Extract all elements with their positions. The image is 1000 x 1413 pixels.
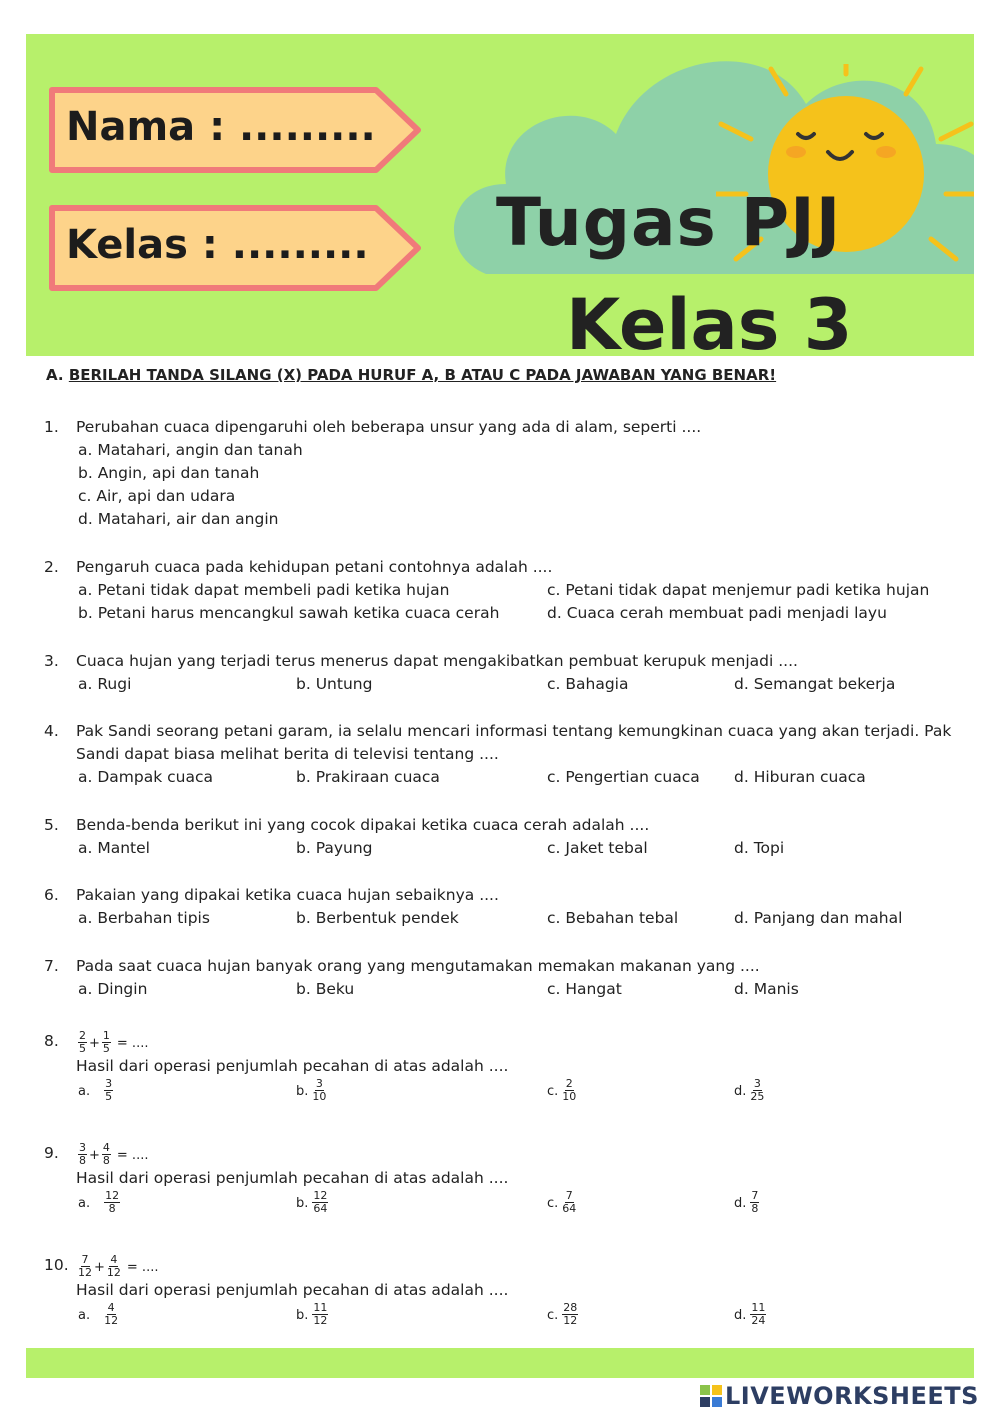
option-a[interactable]: a. Matahari, angin dan tanah xyxy=(78,441,303,459)
header-banner xyxy=(26,34,974,356)
denominator: 24 xyxy=(751,1314,766,1327)
option-c[interactable]: c. Pengertian cuaca xyxy=(547,768,700,786)
fraction xyxy=(78,1030,87,1055)
question-text: Perubahan cuaca dipengaruhi oleh beberapa unsur yang ada di alam, seperti .... xyxy=(76,418,702,436)
name-label: Nama : ......... xyxy=(66,104,376,150)
option-label: d. xyxy=(734,1196,747,1211)
option-a[interactable] xyxy=(78,1190,122,1215)
question-text: Pengaruh cuaca pada kehidupan petani contohnya adalah .... xyxy=(76,558,553,576)
numerator: 12 xyxy=(313,1189,328,1202)
fraction xyxy=(562,1190,576,1215)
question-5 xyxy=(44,814,962,860)
fraction xyxy=(102,1030,111,1055)
section-letter: A. xyxy=(46,366,64,384)
question-1 xyxy=(44,416,962,531)
numerator: 7 xyxy=(81,1253,89,1266)
option-a[interactable]: a. Dingin xyxy=(78,980,148,998)
page-subtitle: Kelas 3 xyxy=(566,284,853,356)
denominator: 64 xyxy=(562,1202,577,1215)
fraction-expression xyxy=(76,1142,148,1167)
question-number: 7. xyxy=(44,957,59,975)
question-8 xyxy=(44,1029,765,1110)
option-c[interactable] xyxy=(547,1302,580,1327)
question-text: Hasil dari operasi penjumlah pecahan di atas adalah .... xyxy=(76,1281,509,1299)
question-3 xyxy=(44,650,962,696)
question-text: Pakaian yang dipakai ketika cuaca hujan sebaiknya .... xyxy=(76,886,499,904)
plus-sign: + xyxy=(94,1260,105,1275)
option-label: c. xyxy=(547,1196,559,1211)
option-label: d. xyxy=(734,1308,747,1323)
option-d[interactable]: d. Cuaca cerah membuat padi menjadi layu xyxy=(547,604,887,622)
question-text: Pak Sandi seorang petani garam, ia selalu mencari informasi tentang kemungkinan cuaca yang akan terjadi. Pak Sandi dapat biasa melihat berita di televisi tentang .... xyxy=(76,722,952,763)
question-text: Pada saat cuaca hujan banyak orang yang mengutamakan memakan makanan yang .... xyxy=(76,957,760,975)
option-b[interactable]: b. Untung xyxy=(296,675,373,693)
question-text: Cuaca hujan yang terjadi terus menerus dapat mengakibatkan pembuat kerupuk menjadi .... xyxy=(76,652,798,670)
denominator: 5 xyxy=(102,1042,110,1055)
question-10 xyxy=(44,1253,766,1334)
question-number: 5. xyxy=(44,816,59,834)
question-6 xyxy=(44,884,962,930)
denominator: 8 xyxy=(102,1154,110,1167)
numerator: 3 xyxy=(105,1077,113,1090)
numerator: 1 xyxy=(102,1029,110,1042)
option-label: c. xyxy=(547,1308,559,1323)
fraction xyxy=(312,1302,328,1327)
numerator: 11 xyxy=(313,1301,328,1314)
question-7 xyxy=(44,955,962,1001)
option-c[interactable]: c. Hangat xyxy=(547,980,622,998)
logo-text: LIVEWORKSHEETS xyxy=(725,1382,979,1410)
numerator: 4 xyxy=(110,1253,118,1266)
page-title: Tugas PJJ xyxy=(496,184,842,261)
question-number: 4. xyxy=(44,722,59,740)
liveworksheets-logo xyxy=(700,1382,979,1410)
numerator: 4 xyxy=(107,1301,115,1314)
denominator: 12 xyxy=(78,1266,92,1279)
denominator: 5 xyxy=(79,1042,86,1055)
fraction xyxy=(312,1078,326,1103)
question-9 xyxy=(44,1141,759,1222)
numerator: 11 xyxy=(751,1301,766,1314)
fraction xyxy=(750,1078,764,1103)
option-c[interactable] xyxy=(547,1078,578,1103)
plus-sign: + xyxy=(89,1148,100,1163)
numerator: 2 xyxy=(565,1077,573,1090)
fraction xyxy=(312,1190,328,1215)
fraction xyxy=(107,1254,121,1279)
option-b[interactable] xyxy=(296,1302,330,1327)
fraction xyxy=(104,1302,118,1327)
option-label: b. xyxy=(296,1084,309,1099)
question-number: 10. xyxy=(44,1256,69,1274)
option-a[interactable]: a. Mantel xyxy=(78,839,150,857)
denominator: 10 xyxy=(312,1090,327,1103)
option-label: c. xyxy=(547,1084,559,1099)
numerator: 7 xyxy=(751,1189,759,1202)
option-d[interactable]: d. Manis xyxy=(734,980,799,998)
denominator: 12 xyxy=(104,1314,119,1327)
option-d[interactable]: d. Semangat bekerja xyxy=(734,675,896,693)
option-d[interactable] xyxy=(734,1078,766,1103)
question-number: 9. xyxy=(44,1144,59,1162)
question-text: Hasil dari operasi penjumlah pecahan di atas adalah .... xyxy=(76,1169,509,1187)
option-c[interactable] xyxy=(547,1190,578,1215)
denominator: 8 xyxy=(108,1202,116,1215)
option-d[interactable]: d. Topi xyxy=(734,839,785,857)
denominator: 64 xyxy=(313,1202,328,1215)
question-text: Benda-benda berikut ini yang cocok dipakai ketika cuaca cerah adalah .... xyxy=(76,816,650,834)
numerator: 28 xyxy=(563,1301,578,1314)
option-d[interactable] xyxy=(734,1190,761,1215)
numerator: 3 xyxy=(79,1141,86,1154)
option-c[interactable]: c. Petani tidak dapat menjemur padi ketika hujan xyxy=(547,581,930,599)
option-b[interactable]: b. Prakiraan cuaca xyxy=(296,768,440,786)
fraction xyxy=(104,1190,120,1215)
denominator: 8 xyxy=(751,1202,759,1215)
denominator: 10 xyxy=(562,1090,577,1103)
section-instruction xyxy=(46,366,776,384)
question-number: 2. xyxy=(44,558,59,576)
question-text: Hasil dari operasi penjumlah pecahan di atas adalah .... xyxy=(76,1057,509,1075)
numerator: 3 xyxy=(753,1077,761,1090)
option-c[interactable]: c. Bahagia xyxy=(547,675,629,693)
question-number: 3. xyxy=(44,652,59,670)
denominator: 5 xyxy=(105,1090,113,1103)
equals-blank: = .... xyxy=(116,1148,149,1163)
fraction xyxy=(104,1078,113,1103)
option-c[interactable]: c. Bebahan tebal xyxy=(547,909,679,927)
fraction xyxy=(78,1254,92,1279)
question-number: 1. xyxy=(44,418,59,436)
numerator: 3 xyxy=(315,1077,323,1090)
denominator: 12 xyxy=(106,1266,121,1279)
liveworksheets-logo-icon xyxy=(700,1385,722,1407)
equals-blank: = .... xyxy=(126,1260,159,1275)
denominator: 12 xyxy=(313,1314,328,1327)
fraction xyxy=(750,1302,766,1327)
denominator: 8 xyxy=(79,1154,86,1167)
name-tag xyxy=(46,84,426,176)
option-a[interactable]: a. Berbahan tipis xyxy=(78,909,210,927)
fraction xyxy=(78,1142,87,1167)
option-label: a. xyxy=(78,1084,91,1099)
option-c[interactable]: c. Jaket tebal xyxy=(547,839,648,857)
option-b[interactable]: b. Beku xyxy=(296,980,355,998)
option-a[interactable]: a. Petani tidak dapat membeli padi ketika hujan xyxy=(78,581,450,599)
fraction xyxy=(562,1078,576,1103)
numerator: 2 xyxy=(79,1029,86,1042)
equals-blank: = .... xyxy=(116,1036,149,1051)
option-label: a. xyxy=(78,1308,91,1323)
fraction-expression xyxy=(76,1030,148,1055)
option-a[interactable]: a. Dampak cuaca xyxy=(78,768,213,786)
question-4 xyxy=(44,720,962,789)
option-d[interactable] xyxy=(734,1302,768,1327)
fraction-expression xyxy=(76,1254,158,1279)
denominator: 12 xyxy=(563,1314,578,1327)
question-2 xyxy=(44,556,962,625)
option-b[interactable] xyxy=(296,1190,330,1215)
option-b[interactable]: b. Angin, api dan tanah xyxy=(78,464,260,482)
fraction xyxy=(102,1142,111,1167)
plus-sign: + xyxy=(89,1036,100,1051)
option-label: a. xyxy=(78,1196,91,1211)
denominator: 25 xyxy=(750,1090,765,1103)
option-label: d. xyxy=(734,1084,747,1099)
class-tag xyxy=(46,202,426,294)
option-a[interactable] xyxy=(78,1078,115,1103)
fraction xyxy=(750,1190,759,1215)
option-d[interactable]: d. Matahari, air dan angin xyxy=(78,510,279,528)
numerator: 4 xyxy=(102,1141,110,1154)
option-d[interactable]: d. Panjang dan mahal xyxy=(734,909,903,927)
option-label: b. xyxy=(296,1196,309,1211)
option-b[interactable] xyxy=(296,1078,328,1103)
numerator: 12 xyxy=(105,1189,120,1202)
class-label: Kelas : ......... xyxy=(66,222,369,268)
option-c[interactable]: c. Air, api dan udara xyxy=(78,487,236,505)
option-b[interactable]: b. Berbentuk pendek xyxy=(296,909,459,927)
option-b[interactable]: b. Petani harus mencangkul sawah ketika cuaca cerah xyxy=(78,604,500,622)
numerator: 7 xyxy=(565,1189,573,1202)
footer-bar xyxy=(26,1348,974,1378)
option-a[interactable]: a. Rugi xyxy=(78,675,132,693)
section-instruction-text: BERILAH TANDA SILANG (X) PADA HURUF A, B ATAU C PADA JAWABAN YANG BENAR! xyxy=(68,366,777,384)
option-a[interactable] xyxy=(78,1302,120,1327)
question-number: 8. xyxy=(44,1032,59,1050)
option-d[interactable]: d. Hiburan cuaca xyxy=(734,768,866,786)
question-number: 6. xyxy=(44,886,59,904)
option-label: b. xyxy=(296,1308,309,1323)
fraction xyxy=(562,1302,578,1327)
option-b[interactable]: b. Payung xyxy=(296,839,373,857)
